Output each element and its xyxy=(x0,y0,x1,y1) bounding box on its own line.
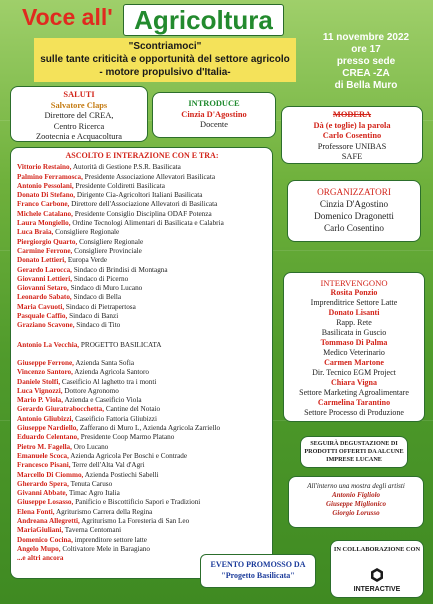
subtitle-line: "Scontriamoci" xyxy=(128,41,202,52)
event-date-location xyxy=(303,32,429,91)
participant-role: Consigliere Regionale xyxy=(77,237,144,246)
date-line: di Bella Muro xyxy=(334,80,398,91)
participant-name: Graziano Scavone, xyxy=(17,321,75,330)
saluti-heading: SALUTI xyxy=(63,90,95,99)
list-item xyxy=(17,247,267,256)
mostra-line: All'interno una mostra degli artisti xyxy=(307,482,405,490)
participant-name: Luca Braia, xyxy=(17,228,54,237)
participant-name: Emanuele Scoca, xyxy=(17,451,69,460)
list-item xyxy=(17,228,267,237)
participant-name: Antonio Pessolani, xyxy=(17,181,74,190)
participant-name: Piergiorgio Quarto, xyxy=(17,237,78,246)
page-title xyxy=(22,4,284,34)
participant-name: Francesco Pisani, xyxy=(17,461,71,470)
participant-name: Gerardo Giuratrabocchetta, xyxy=(17,405,105,414)
participant-name: Giuseppe Losasso, xyxy=(17,498,74,507)
date-line: presso sede xyxy=(336,56,396,67)
participant-role: Presidente Associazione Allevatori Basilicata xyxy=(82,172,216,181)
list-item xyxy=(17,452,267,461)
organizzatori-heading: ORGANIZZATORI xyxy=(317,187,391,197)
list-item xyxy=(17,163,267,172)
list-item xyxy=(17,312,267,321)
participant-role: Azienda Agricola Per Boschi e Contrade xyxy=(68,451,188,460)
participant-name: Marcello Di Ciommo, xyxy=(17,470,84,479)
introduce-role: Docente xyxy=(200,120,228,130)
subtitle-line: - motore propulsivo d'Italia- xyxy=(99,67,231,78)
participant-name: Leonardo Sabato, xyxy=(17,293,72,302)
collaborazione-heading: IN COLLABORAZIONE CON xyxy=(333,546,421,553)
list-item xyxy=(17,489,267,498)
participant-role: PROGETTO BASILICATA xyxy=(79,340,162,349)
relatore-role: Dir. Tecnico EGM Project xyxy=(312,368,396,377)
participant-name: Giuseppe Nardiello, xyxy=(17,424,79,433)
relatore-name: Carmelina Tarantino xyxy=(317,398,391,407)
relatore-name: Rosita Ponzio xyxy=(330,288,378,297)
participant-role: Autorità di Gestione P.S.R. Basilicata xyxy=(71,163,181,172)
list-item xyxy=(17,536,267,545)
organizzatore-name: Carlo Cosentino xyxy=(324,223,384,233)
list-item xyxy=(17,182,267,191)
intervengono-heading: INTERVENGONO xyxy=(320,278,388,288)
participant-name: Givanni Abbate, xyxy=(17,489,68,498)
organizzatori-box xyxy=(287,180,421,242)
participant-name: Vincenzo Santoro, xyxy=(17,368,73,377)
saluti-line: Centro Ricerca xyxy=(53,121,105,131)
participant-role: Sindaco di Pietrapertosa xyxy=(64,302,136,311)
participant-name: Elena Fonti, xyxy=(17,507,55,516)
participant-name: Maria Cavuoti, xyxy=(17,302,65,311)
list-item xyxy=(17,471,267,480)
participant-role: Sindaco di Banzi xyxy=(67,312,119,321)
list-item xyxy=(17,303,267,312)
relatore-role: Basilicata in Guscio xyxy=(321,328,387,337)
participant-role: Caseificio Fattoria Gliubizzi xyxy=(73,414,157,423)
list-item xyxy=(17,526,267,535)
participant-name: Donato Di Stefano, xyxy=(17,191,76,200)
list-item xyxy=(17,200,267,209)
participants-list xyxy=(17,163,267,330)
participant-role: Zafferano di Muro L, Azienda Agricola Zarriello xyxy=(78,424,221,433)
list-item xyxy=(17,545,267,554)
list-item xyxy=(17,191,267,200)
participant-role: Azienda Postiechi Sabelli xyxy=(83,470,159,479)
evento-box xyxy=(200,554,316,588)
relatore-role: Imprenditrice Settore Latte xyxy=(310,298,398,307)
artista-name: Antonio Figliolo xyxy=(331,491,381,499)
participant-role: Panificio e Biscottificio Sapori e Tradizioni xyxy=(73,498,201,507)
intervengono-box xyxy=(283,272,425,422)
participant-role: Ordine Tecnologi Alimentari di Basilicata e Calabria xyxy=(70,219,224,228)
modera-heading: MODERA xyxy=(332,110,372,119)
list-item xyxy=(17,284,267,293)
title-part1: Voce all' xyxy=(22,4,113,30)
list-item xyxy=(17,219,267,228)
introduce-heading: INTRODUCE xyxy=(188,99,240,108)
list-item xyxy=(17,378,267,387)
participants-list xyxy=(17,359,267,554)
participant-role: Tenuta Caruso xyxy=(68,479,113,488)
participant-role: Cantine del Notaio xyxy=(104,405,161,414)
organizzatore-name: Cinzia D'Agostino xyxy=(319,199,389,209)
participant-role: Caseificio Al laghetto tra i monti xyxy=(60,377,157,386)
artista-name: Giuseppe Miglionico xyxy=(325,500,387,508)
participant-role: Sindaco di Picerno xyxy=(72,274,129,283)
relatore-role: Rapp. Rete xyxy=(336,318,372,327)
list-item xyxy=(17,498,267,507)
degustazione-line: IMPRESE LUCANE xyxy=(326,455,382,463)
participant-name: Mario P. Viola, xyxy=(17,396,64,405)
participant-role: imprenditore settore latte xyxy=(72,535,147,544)
participant-role: Azienda Santa Sofia xyxy=(73,358,135,367)
list-item xyxy=(17,359,267,368)
relatore-name: Tommaso Di Palma xyxy=(320,338,388,347)
introduce-box xyxy=(152,92,276,138)
mostra-box xyxy=(288,476,424,528)
participant-name: Giovanni Lettieri, xyxy=(17,274,73,283)
list-item xyxy=(17,508,267,517)
saluti-line: Direttore del CREA, xyxy=(44,111,114,121)
list-item xyxy=(17,341,267,350)
participant-role: Presidente Coldiretti Basilicata xyxy=(73,181,165,190)
participant-role: Dirigente Cia-Agricoltori Italiani Basilicata xyxy=(75,191,203,200)
participant-role: Taverna Centomani xyxy=(63,526,122,535)
list-item xyxy=(17,517,267,526)
list-item xyxy=(17,210,267,219)
list-item xyxy=(17,368,267,377)
list-item xyxy=(17,387,267,396)
participant-name: Carmine Ferrone, xyxy=(17,246,73,255)
modera-name: Carlo Cosentino xyxy=(322,131,382,141)
relatore-role: Medico Veterinario xyxy=(323,348,385,357)
relatore-role: Settore Marketing Agroalimentare xyxy=(299,388,409,397)
participant-role: Sindaco di Brindisi di Montagna xyxy=(71,265,168,274)
list-item xyxy=(17,461,267,470)
participant-role: Europa Verde xyxy=(66,256,108,265)
list-item xyxy=(17,173,267,182)
participant-name: Andreana Allegretti, xyxy=(17,516,80,525)
list-item xyxy=(17,443,267,452)
degustazione-line: SEGUIRÀ DEGUSTAZIONE DI xyxy=(310,440,398,447)
participant-name: Laura Mongiello, xyxy=(17,219,71,228)
list-item xyxy=(17,266,267,275)
participant-name: Gerardo Larocca, xyxy=(17,265,72,274)
saluti-line: Zootecnia e Acquacoltura xyxy=(35,132,123,142)
participant-role: Oro Lucano xyxy=(71,442,109,451)
participant-role: Sindaco di Bella xyxy=(71,293,122,302)
evento-line1: EVENTO PROMOSSO DA xyxy=(210,560,306,569)
participant-name: Franco Carbone, xyxy=(17,200,70,209)
participant-name: Antonio Gliubizzi, xyxy=(17,414,74,423)
participant-name: Antonio La Vecchia, xyxy=(17,340,80,349)
participant-name: Eduardo Celentano, xyxy=(17,433,79,442)
participant-role: Agriturismo Carrera della Regina xyxy=(54,507,153,516)
participant-name: Gherardo Spera, xyxy=(17,479,69,488)
participant-name: Domenico Cocina, xyxy=(17,535,73,544)
saluti-name: Salvatore Claps xyxy=(50,100,108,110)
participant-name: Pietro M. Fagella, xyxy=(17,442,72,451)
artista-name: Giorgio Lorusso xyxy=(332,509,380,517)
relatore-name: Donato Lisanti xyxy=(328,308,380,317)
participant-name: Angelo Mupo, xyxy=(17,544,61,553)
list-item xyxy=(17,238,267,247)
modera-box xyxy=(281,106,423,164)
participant-role: Consigliere Regionale xyxy=(53,228,120,237)
participant-role: Terre dell'Alta Val d'Agri xyxy=(70,461,145,470)
date-line: CREA -ZA xyxy=(342,68,390,79)
list-item xyxy=(17,293,267,302)
modera-subheading: Dà (e toglie) la parola xyxy=(313,120,391,130)
participant-role: Agriturismo La Foresteria di San Leo xyxy=(79,516,190,525)
list-item xyxy=(17,433,267,442)
degustazione-line: PRODOTTI OFFERTI DA ALCUNE xyxy=(304,447,404,455)
relatore-role: Settore Processo di Produzione xyxy=(304,408,404,417)
participant-role: Dottore Agronomo xyxy=(62,386,119,395)
list-item xyxy=(17,396,267,405)
participant-name: Michele Catalano, xyxy=(17,209,73,218)
list-item xyxy=(17,256,267,265)
participant-role: Azienda e Caseificio Viola xyxy=(63,396,142,405)
list-item xyxy=(17,275,267,284)
date-line: ore 17 xyxy=(351,44,381,55)
participant-role: Azienda Agricola Santoro xyxy=(72,368,149,377)
logo-text: INTERACTIVE xyxy=(353,586,401,593)
participant-role: Sindaco di Muro Lucano xyxy=(68,284,143,293)
relatore-name: Carmen Martone xyxy=(324,358,384,367)
list-item xyxy=(17,405,267,414)
subtitle-line: sulle tante criticità e opportunità del settore agricolo xyxy=(40,54,290,65)
participant-role: Coltivatore Mele in Baragiano xyxy=(60,544,150,553)
participant-role: Presidente Coop Marmo Platano xyxy=(78,433,175,442)
participant-name: Luca Vignozzi, xyxy=(17,386,63,395)
participant-role: Presidente Consiglio Disciplina ODAF Potenza xyxy=(72,209,212,218)
participant-name: Vittorio Restaino, xyxy=(17,163,72,172)
participant-role: Sindaco di Tito xyxy=(74,321,121,330)
participant-name: Donato Lettieri, xyxy=(17,256,67,265)
list-item xyxy=(17,415,267,424)
modera-line: SAFE xyxy=(341,152,363,162)
participant-name: MariaGiuliani, xyxy=(17,526,64,535)
evento-line2: "Progetto Basilicata" xyxy=(221,571,295,580)
ascolto-heading: ASCOLTO E INTERAZIONE CON E TRA: xyxy=(65,151,219,160)
date-line: 11 novembre 2022 xyxy=(322,32,410,43)
ascolto-closing: ...e altri ancora xyxy=(17,554,64,563)
participant-role: Timac Agro Italia xyxy=(67,489,120,498)
modera-line: Professore UNIBAS xyxy=(317,141,387,151)
interactive-logo xyxy=(342,566,412,594)
ascolto-box xyxy=(10,147,273,579)
participant-name: Daniele Stolfi, xyxy=(17,377,61,386)
participant-role: Consigliere Provinciale xyxy=(72,246,142,255)
list-item xyxy=(17,321,267,330)
title-part2: Agricoltura xyxy=(123,4,284,36)
degustazione-box xyxy=(300,436,408,468)
list-item xyxy=(17,480,267,489)
introduce-name: Cinzia D'Agostino xyxy=(181,109,247,119)
saluti-box xyxy=(10,86,148,142)
participant-name: Palmino Ferramosca, xyxy=(17,172,83,181)
subtitle-banner xyxy=(34,38,296,82)
organizzatore-name: Domenico Dragonetti xyxy=(314,211,394,221)
relatore-name: Chiara Vigna xyxy=(330,378,377,387)
participant-name: Pasquale Caffio, xyxy=(17,312,68,321)
participant-name: Giuseppe Ferrone, xyxy=(17,358,74,367)
participant-role: Direttore dell'Associazione Allevatori di Basilicata xyxy=(69,200,218,209)
list-item xyxy=(17,424,267,433)
participant-name: Giovanni Setaro, xyxy=(17,284,69,293)
